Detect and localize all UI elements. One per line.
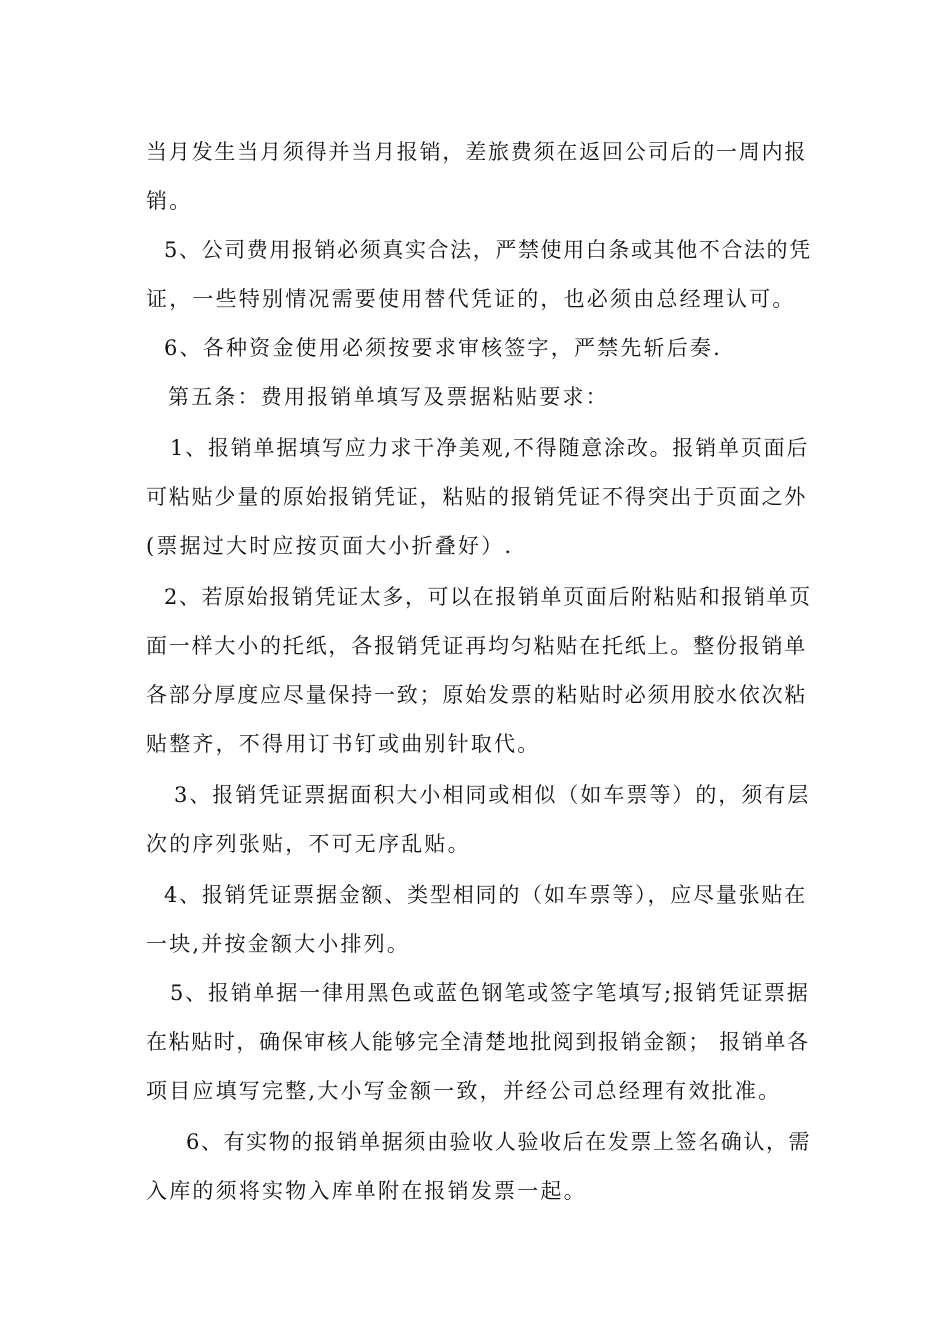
text-line: 入库的须将实物入库单附在报销发票一起。 [146,1179,587,1203]
text-line: 一块,并按金额大小排列。 [146,932,411,956]
text-line: 各部分厚度应尽量保持一致；原始发票的粘贴时必须用胶水依次粘 [146,683,808,707]
text-line: 当月发生当月须得并当月报销，差旅费须在返回公司后的一周内报 [146,140,808,164]
text-line: 证，一些特别情况需要使用替代凭证的，也必须由总经理认可。 [146,287,796,311]
text-line: 在粘贴时，确保审核人能够完全清楚地批阅到报销金额； 报销单各 [146,1030,810,1054]
text-line: 贴整齐，不得用订书钉或曲别针取代。 [146,732,541,756]
text-line: 6、各种资金使用必须按要求审核签字，严禁先斩后奏. [164,336,723,360]
text-line: 面一样大小的托纸，各报销凭证再均匀粘贴在托纸上。整份报销单 [146,634,808,658]
text-line: 5、报销单据一律用黑色或蓝色钢笔或签字笔填写;报销凭证票据 [170,981,810,1005]
text-line: 3、报销凭证票据面积大小相同或相似（如车票等）的，须有层 [174,783,811,807]
section-heading: 第五条：费用报销单填写及票据粘贴要求： [168,385,609,409]
text-line: 1、报销单据填写应力求干净美观,不得随意涂改。报销单页面后 [170,436,810,460]
text-line: 6、有实物的报销单据须由验收人验收后在发票上签名确认，需 [186,1130,812,1154]
text-line: 销。 [146,189,193,213]
text-line: (票据过大时应按页面大小折叠好）. [146,534,514,558]
text-line: 项目应填写完整,大小写金额一致，并经公司总经理有效批准。 [146,1079,782,1103]
text-line: 4、报销凭证票据金额、类型相同的（如车票等），应尽量张贴在 [164,883,808,907]
text-line: 5、公司费用报销必须真实合法，严禁使用白条或其他不合法的凭 [164,238,812,262]
text-line: 可粘贴少量的原始报销凭证，粘贴的报销凭证不得突出于页面之外 [146,485,808,509]
text-line: 2、若原始报销凭证太多，可以在报销单页面后附粘贴和报销单页 [164,585,812,609]
text-line: 次的序列张贴，不可无序乱贴。 [146,832,471,856]
